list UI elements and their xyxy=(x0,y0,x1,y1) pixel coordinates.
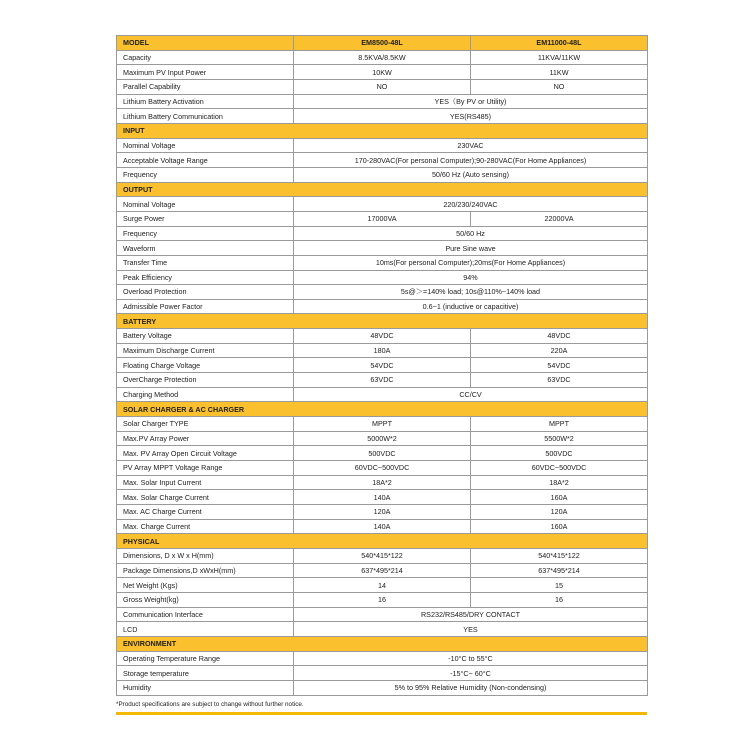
spec-label: Peak Efficiency xyxy=(117,270,294,285)
spec-value: 120A xyxy=(471,505,648,520)
spec-row xyxy=(117,270,648,285)
spec-value: 60VDC~500VDC xyxy=(294,461,471,476)
spec-row xyxy=(117,109,648,124)
spec-row xyxy=(117,241,648,256)
spec-value-shared: Pure Sine wave xyxy=(294,241,648,256)
spec-value: 17000VA xyxy=(294,211,471,226)
spec-value-shared: -15°C~ 60°C xyxy=(294,666,648,681)
spec-row xyxy=(117,475,648,490)
spec-value: 5000W*2 xyxy=(294,431,471,446)
spec-value: 120A xyxy=(294,505,471,520)
spec-row xyxy=(117,65,648,80)
spec-value: 54VDC xyxy=(471,358,648,373)
spec-row xyxy=(117,417,648,432)
spec-value: 48VDC xyxy=(471,329,648,344)
section-title: OUTPUT xyxy=(117,182,648,197)
spec-value: 8.5KVA/8.5KW xyxy=(294,50,471,65)
spec-value: 11KW xyxy=(471,65,648,80)
spec-label: Package Dimensions,D xWxH(mm) xyxy=(117,563,294,578)
spec-value-shared: 5% to 95% Relative Humidity (Non-condensing) xyxy=(294,680,648,695)
spec-label: Max.PV Array Power xyxy=(117,431,294,446)
spec-value-shared: 50/60 Hz (Auto sensing) xyxy=(294,167,648,182)
spec-row xyxy=(117,226,648,241)
spec-label: Dimensions, D x W x H(mm) xyxy=(117,548,294,563)
spec-value: NO xyxy=(471,79,648,94)
spec-row xyxy=(117,461,648,476)
spec-value: 180A xyxy=(294,343,471,358)
spec-value: 18A*2 xyxy=(294,475,471,490)
spec-row xyxy=(117,490,648,505)
spec-value: MPPT xyxy=(471,417,648,432)
spec-value: 500VDC xyxy=(294,446,471,461)
spec-value-shared: 170-280VAC(For personal Computer);90-280VAC(For Home Appliances) xyxy=(294,153,648,168)
spec-value: 540*415*122 xyxy=(471,548,648,563)
model-name: EM8500-48L xyxy=(294,36,471,51)
spec-row xyxy=(117,387,648,402)
spec-value-shared: 94% xyxy=(294,270,648,285)
spec-row xyxy=(117,138,648,153)
spec-row xyxy=(117,651,648,666)
spec-label: Solar Charger TYPE xyxy=(117,417,294,432)
spec-value: 637*495*214 xyxy=(471,563,648,578)
model-header-row xyxy=(117,36,648,51)
section-title: ENVIRONMENT xyxy=(117,636,648,651)
spec-label: Lithium Battery Communication xyxy=(117,109,294,124)
spec-value-shared: 220/230/240VAC xyxy=(294,197,648,212)
spec-row xyxy=(117,373,648,388)
spec-label: Parallel Capability xyxy=(117,79,294,94)
spec-label: Max. Charge Current xyxy=(117,519,294,534)
spec-value: 18A*2 xyxy=(471,475,648,490)
spec-row xyxy=(117,167,648,182)
spec-value-shared: YES(RS485) xyxy=(294,109,648,124)
spec-value: 500VDC xyxy=(471,446,648,461)
spec-label: OverCharge Protection xyxy=(117,373,294,388)
spec-value: NO xyxy=(294,79,471,94)
spec-row xyxy=(117,607,648,622)
spec-value: 220A xyxy=(471,343,648,358)
spec-value-shared: YES xyxy=(294,622,648,637)
spec-row xyxy=(117,343,648,358)
spec-label: Operating Temperature Range xyxy=(117,651,294,666)
spec-row xyxy=(117,50,648,65)
spec-row xyxy=(117,153,648,168)
spec-label: Nominal Voltage xyxy=(117,138,294,153)
spec-row xyxy=(117,666,648,681)
spec-row xyxy=(117,329,648,344)
spec-row xyxy=(117,592,648,607)
spec-value-shared: -10°C to 55°C xyxy=(294,651,648,666)
spec-row xyxy=(117,622,648,637)
spec-value: 16 xyxy=(294,592,471,607)
spec-value: 22000VA xyxy=(471,211,648,226)
spec-sheet xyxy=(116,35,647,708)
spec-value: 140A xyxy=(294,490,471,505)
spec-label: Battery Voltage xyxy=(117,329,294,344)
spec-value-shared: 50/60 Hz xyxy=(294,226,648,241)
spec-label: Waveform xyxy=(117,241,294,256)
spec-value: 160A xyxy=(471,490,648,505)
spec-value: 60VDC~500VDC xyxy=(471,461,648,476)
spec-value-shared: CC/CV xyxy=(294,387,648,402)
spec-value: 14 xyxy=(294,578,471,593)
spec-label: Humidity xyxy=(117,680,294,695)
spec-row xyxy=(117,358,648,373)
spec-label: Nominal Voltage xyxy=(117,197,294,212)
spec-row xyxy=(117,446,648,461)
spec-label: Max. AC Charge Current xyxy=(117,505,294,520)
spec-value-shared: 0.6~1 (inductive or capacitive) xyxy=(294,299,648,314)
section-title: SOLAR CHARGER & AC CHARGER xyxy=(117,402,648,417)
section-header-row xyxy=(117,636,648,651)
spec-row xyxy=(117,197,648,212)
model-label: MODEL xyxy=(117,36,294,51)
spec-value: 54VDC xyxy=(294,358,471,373)
section-header-row xyxy=(117,534,648,549)
spec-value: 10KW xyxy=(294,65,471,80)
spec-row xyxy=(117,285,648,300)
spec-value: 16 xyxy=(471,592,648,607)
spec-label: Max. Solar Charge Current xyxy=(117,490,294,505)
spec-label: LCD xyxy=(117,622,294,637)
section-title: PHYSICAL xyxy=(117,534,648,549)
spec-row xyxy=(117,519,648,534)
spec-value: 63VDC xyxy=(471,373,648,388)
spec-label: Lithium Battery Activation xyxy=(117,94,294,109)
spec-value: MPPT xyxy=(294,417,471,432)
spec-value: 637*495*214 xyxy=(294,563,471,578)
spec-label: Overload Protection xyxy=(117,285,294,300)
spec-value-shared: RS232/RS485/DRY CONTACT xyxy=(294,607,648,622)
spec-table xyxy=(116,35,648,696)
spec-row xyxy=(117,578,648,593)
section-header-row xyxy=(117,182,648,197)
spec-value: 15 xyxy=(471,578,648,593)
spec-value: 140A xyxy=(294,519,471,534)
spec-label: PV Array MPPT Voltage Range xyxy=(117,461,294,476)
spec-row xyxy=(117,255,648,270)
spec-label: Communication Interface xyxy=(117,607,294,622)
spec-label: Floating Charge Voltage xyxy=(117,358,294,373)
spec-row xyxy=(117,548,648,563)
spec-row xyxy=(117,563,648,578)
spec-label: Maximum PV Input Power xyxy=(117,65,294,80)
spec-value: 540*415*122 xyxy=(294,548,471,563)
spec-value-shared: YES（By PV or Utility) xyxy=(294,94,648,109)
spec-label: Capacity xyxy=(117,50,294,65)
spec-label: Net Weight (Kgs) xyxy=(117,578,294,593)
section-header-row xyxy=(117,314,648,329)
spec-label: Frequency xyxy=(117,167,294,182)
spec-label: Surge Power xyxy=(117,211,294,226)
spec-label: Gross Weight(kg) xyxy=(117,592,294,607)
section-header-row xyxy=(117,123,648,138)
spec-row xyxy=(117,431,648,446)
spec-label: Acceptable Voltage Range xyxy=(117,153,294,168)
footnote: *Product specifications are subject to change without further notice. xyxy=(116,700,304,708)
spec-row xyxy=(117,94,648,109)
spec-row xyxy=(117,79,648,94)
spec-label: Admissible Power Factor xyxy=(117,299,294,314)
spec-value: 5500W*2 xyxy=(471,431,648,446)
spec-value-shared: 230VAC xyxy=(294,138,648,153)
spec-label: Transfer Time xyxy=(117,255,294,270)
spec-row xyxy=(117,505,648,520)
gold-divider xyxy=(116,712,647,715)
spec-label: Charging Method xyxy=(117,387,294,402)
section-title: BATTERY xyxy=(117,314,648,329)
spec-row xyxy=(117,211,648,226)
spec-row xyxy=(117,680,648,695)
section-title: INPUT xyxy=(117,123,648,138)
spec-label: Max. Solar Input Current xyxy=(117,475,294,490)
spec-label: Storage temperature xyxy=(117,666,294,681)
spec-value: 63VDC xyxy=(294,373,471,388)
spec-label: Frequency xyxy=(117,226,294,241)
spec-value: 48VDC xyxy=(294,329,471,344)
model-name: EM11000-48L xyxy=(471,36,648,51)
spec-value-shared: 5s@＞=140% load; 10s@110%~140% load xyxy=(294,285,648,300)
section-header-row xyxy=(117,402,648,417)
spec-value-shared: 10ms(For personal Computer);20ms(For Home Appliances) xyxy=(294,255,648,270)
spec-row xyxy=(117,299,648,314)
spec-label: Maximum Discharge Current xyxy=(117,343,294,358)
spec-label: Max. PV Array Open Circuit Voltage xyxy=(117,446,294,461)
spec-value: 160A xyxy=(471,519,648,534)
spec-value: 11KVA/11KW xyxy=(471,50,648,65)
